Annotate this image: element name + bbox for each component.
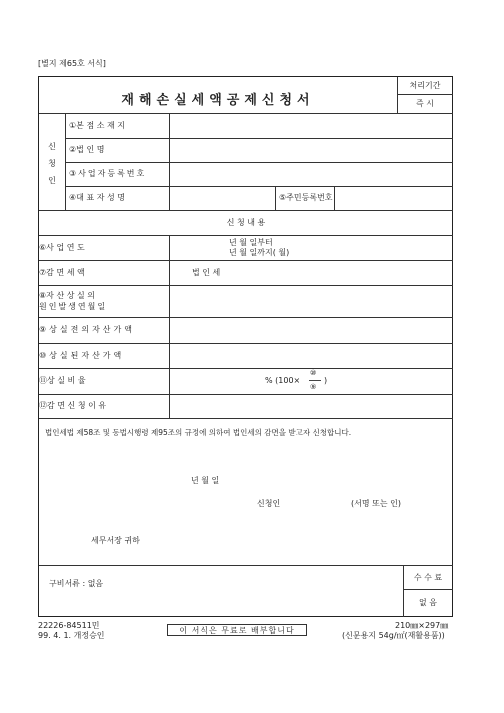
fee-label: 수 수 료	[413, 573, 443, 582]
loss-cause-label-line2: 원인발생연월일	[39, 302, 108, 311]
declaration-text: 법인세법 제58조 및 동법시행령 제95조의 규정에 의하여 법인세의 감면을 받고자 신청합니다.	[45, 428, 352, 437]
paper-spec: (신문용지 54g/㎡(재활용품))	[342, 631, 445, 640]
recipient-label: 세무서장 귀하	[91, 536, 140, 545]
form-title: 재해손실세액공제신청서	[121, 93, 315, 108]
attachments-label: 구비서류 : 없음	[49, 579, 104, 588]
resident-number-label: ⑤주민등록번호	[279, 193, 333, 202]
business-year-label: ⑥사 업 연 도	[39, 243, 85, 252]
loss-ratio-label: ⑪상 실 비 율	[39, 376, 86, 385]
loss-ratio-suffix: )	[324, 376, 328, 385]
loss-ratio-prefix: % (100×	[265, 376, 301, 385]
loss-ratio-numerator: ⑩	[310, 369, 317, 377]
reduction-reason-label: ⑫감 면 신 청 이 유	[39, 401, 107, 410]
business-year-from[interactable]: 년 월 일부터	[229, 238, 273, 247]
corporation-name-label: ②법 인 명	[69, 145, 105, 154]
business-year-to[interactable]: 년 월 일까지( 월)	[229, 248, 290, 257]
head-office-address-label: ①본 점 소 재 지	[69, 121, 125, 130]
applicant-sign-label: 신청인	[257, 499, 281, 508]
application-form	[38, 76, 453, 617]
fee-value: 없 음	[419, 598, 437, 607]
approval-date: 99. 4. 1. 개정승인	[38, 631, 105, 640]
paper-size: 210㎜×297㎜	[395, 621, 449, 630]
business-registration-label: ③사업자등록번호	[69, 169, 147, 178]
processing-period-value: 즉 시	[416, 99, 434, 108]
form-number-label: [별지 제65호 서식]	[38, 59, 106, 68]
processing-period-label: 처리기간	[409, 81, 441, 90]
reduction-amount-label: ⑦감 면 세 액	[39, 268, 85, 277]
representative-name-label: ④대 표 자 성 명	[69, 193, 125, 202]
corporate-tax-label: 법 인 세	[192, 268, 221, 277]
loss-ratio-denominator: ⑨	[310, 383, 317, 391]
loss-cause-label-line1: ⑧자 산 상 실 의	[39, 291, 95, 300]
assets-before-loss-label: ⑨상실전의자산가액	[39, 325, 135, 334]
applicant-group-label: 신청인	[48, 142, 56, 185]
date-line[interactable]: 년 월 일	[191, 476, 220, 485]
signature-note[interactable]: (서명 또는 인)	[351, 499, 401, 508]
form-code: 22226-84511민	[38, 621, 100, 630]
free-distribution-notice: 이 서식은 무료로 배부합니다	[167, 624, 307, 636]
lost-assets-label: ⑩상실된자산가액	[39, 351, 125, 360]
content-header: 신 청 내 용	[226, 218, 266, 227]
